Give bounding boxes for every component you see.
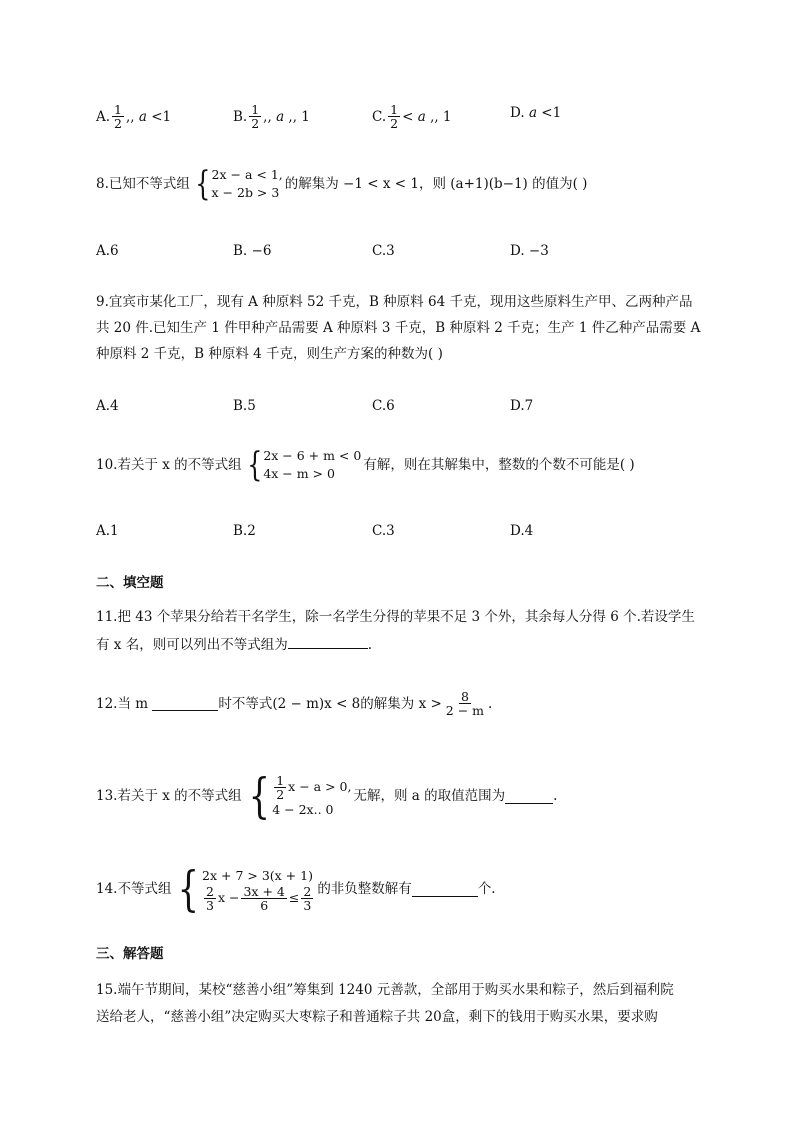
q9-option-b: B.5 <box>233 398 256 414</box>
q7-option-b: B. $\frac{1}{2}$ ,, a ,, 1 <box>233 102 310 131</box>
q7-option-a: A. $\frac{1}{2}$ ,, a <1 <box>96 102 172 131</box>
q10-option-d: D.4 <box>510 523 534 539</box>
q11-line-2: 有 x 名，则可以列出不等式组为 . <box>96 634 372 655</box>
question-13: 13.若关于 x 的不等式组 { $\frac{1}{2}$ x − a > 0, 4 − 2x.. 0 无解，则 a 的取值范围为 . <box>96 768 558 824</box>
answer-blank[interactable] <box>412 882 478 897</box>
q8-option-b: B. −6 <box>233 243 272 259</box>
brace-icon: { <box>195 164 211 204</box>
q8-option-c: C.3 <box>372 243 395 259</box>
section-heading-fill-in: 二、填空题 <box>96 575 164 591</box>
question-14: 14.不等式组 { 2x + 7 > 3(x + 1) $\frac{2}{3}$ x − $\frac{3x + 4}{6}$ ≤ $\frac{2}{3}$ 的非负整数解有 个. <box>96 861 496 917</box>
q15-line-1: 15.端午节期间，某校“慈善小组”筹集到 1240 元善款，全部用于购买水果和粽子，然后到福利院 <box>96 982 674 998</box>
q10-option-c: C.3 <box>372 523 395 539</box>
fraction: $\frac{1}{2}$ <box>390 102 399 131</box>
q7-option-c: C. $\frac{1}{2}$ < a ,, 1 <box>372 102 452 131</box>
brace-icon: { <box>248 768 270 824</box>
q8-option-a: A.6 <box>96 243 119 259</box>
answer-blank[interactable] <box>288 634 368 649</box>
q10-option-b: B.2 <box>233 523 256 539</box>
q9-line-3: 种原料 2 千克，B 种原料 4 千克，则生产方案的种数为( ) <box>96 346 443 362</box>
answer-blank[interactable] <box>152 696 218 711</box>
q9-line-1: 9.宜宾市某化工厂，现有 A 种原料 52 千克，B 种原料 64 千克，现用这些原料生产甲、乙两种产品 <box>96 294 693 310</box>
question-8: 8.已知不等式组 { 2x − a < 1, x − 2b > 3 的解集为 −1 < x < 1，则 (a+1)(b−1) 的值为( ) <box>96 164 588 204</box>
fraction: $\frac{1}{2}$ <box>251 102 260 131</box>
q7-option-d: D. a <1 <box>510 105 562 121</box>
inequality-system: { 2x − 6 + m < 0 4x − m > 0 <box>246 445 362 485</box>
inequality-system: { 2x + 7 > 3(x + 1) $\frac{2}{3}$ x − $\frac{3x + 4}{6}$ ≤ $\frac{2}{3}$ <box>178 861 313 917</box>
question-12: 12.当 m 时不等式 (2 − m)x < 8 的解集为 x > $\frac{8}{2 - m}$ . <box>96 689 493 718</box>
q9-line-2: 共 20 件.已知生产 1 件甲种产品需要 A 种原料 3 千克，B 种原料 2 千克；生产 1 件乙种产品需要 A <box>96 320 701 336</box>
answer-blank[interactable] <box>505 789 553 804</box>
q9-option-c: C.6 <box>372 398 395 414</box>
brace-icon: { <box>246 445 263 485</box>
fraction: $\frac{1}{2}$ <box>114 102 122 131</box>
q10-option-a: A.1 <box>96 523 119 539</box>
inequality-system: { 2x − a < 1, x − 2b > 3 <box>195 164 283 204</box>
q9-option-a: A.4 <box>96 398 119 414</box>
q8-option-d: D. −3 <box>510 243 549 259</box>
fraction: $\frac{8}{2 - m}$ <box>445 689 485 718</box>
q11-line-1: 11.把 43 个苹果分给若干名学生，除一名学生分得的苹果不足 3 个外，其余每人分得 6 个.若设学生 <box>96 609 695 625</box>
q15-line-2: 送给老人，“慈善小组”决定购买大枣粽子和普通粽子共 20盒，剩下的钱用于购买水果，要求购 <box>96 1009 658 1025</box>
inequality-system: { $\frac{1}{2}$ x − a > 0, 4 − 2x.. 0 <box>248 768 352 824</box>
question-10: 10.若关于 x 的不等式组 { 2x − 6 + m < 0 4x − m > 0 有解，则在其解集中，整数的个数不可能是( ) <box>96 445 635 485</box>
brace-icon: { <box>178 861 200 917</box>
q9-option-d: D.7 <box>510 398 534 414</box>
section-heading-answer: 三、解答题 <box>96 946 164 962</box>
